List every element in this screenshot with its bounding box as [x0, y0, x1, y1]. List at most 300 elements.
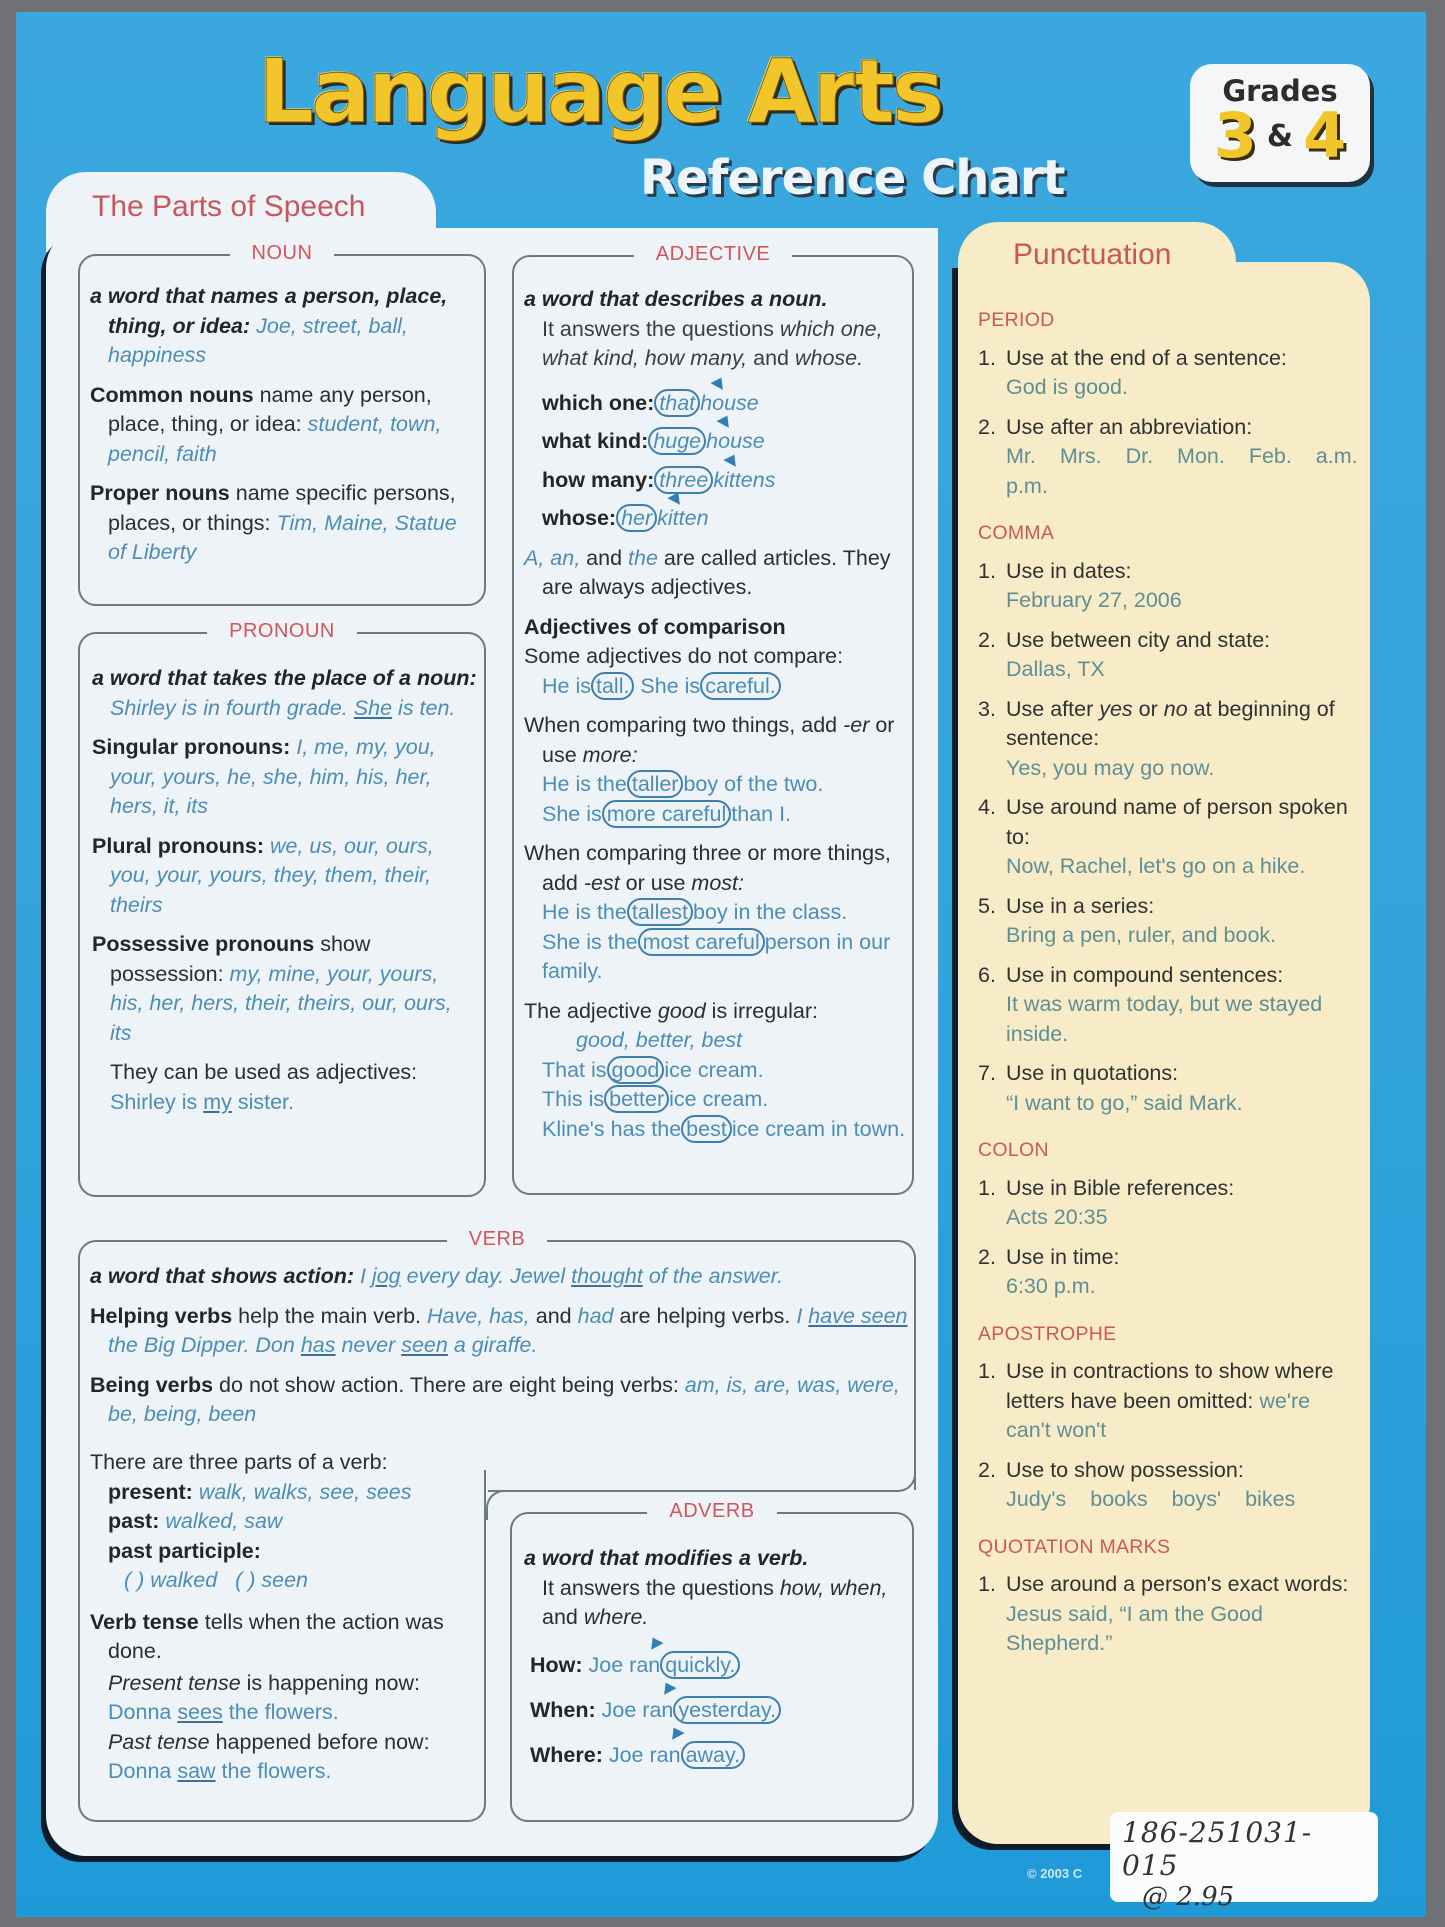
text-segment: She is: [542, 801, 602, 826]
circled-word: careful.: [700, 672, 781, 700]
verb-parts-intro: There are three parts of a verb:: [90, 1450, 388, 1474]
text-segment: Use after an abbreviation:: [1006, 414, 1253, 439]
text-segment: a word that names a person, place, thing, or idea:: [90, 284, 448, 338]
sticker-sku: 186-251031-015: [1122, 1816, 1313, 1882]
singular-pronouns: [92, 733, 477, 822]
punctuation-rule: [978, 1174, 1358, 1233]
text-segment: Use in a series:: [1006, 893, 1155, 918]
text-segment: person in our family.: [542, 929, 891, 983]
adverb-example-row: [530, 1733, 909, 1778]
verb-content-wide: [90, 1262, 910, 1440]
punctuation-heading-comma: COMMA: [978, 522, 1055, 544]
verb-content-narrow: [90, 1448, 480, 1787]
text-segment: When comparing two things, add: [524, 713, 844, 737]
rule-number: 1.: [978, 345, 996, 370]
copyright-text: © 2003 C: [1027, 1866, 1083, 1881]
text-segment: my: [203, 1089, 232, 1114]
text-segment: are called articles. They are always adjectives.: [542, 545, 891, 599]
rule-text: [1006, 626, 1358, 656]
verb-part-examples: walked, saw: [159, 1509, 283, 1533]
rule-example: Jesus said, “I am the Good Shepherd.”: [1006, 1601, 1263, 1655]
text-segment: sister.: [231, 1089, 295, 1114]
text-segment: and: [747, 346, 795, 370]
punctuation-rule: [978, 557, 1358, 616]
example-question: which one:: [542, 390, 655, 415]
example-question: whose:: [542, 506, 617, 530]
example-question: How:: [530, 1652, 589, 1677]
rule-example: 6:30 p.m.: [1006, 1274, 1096, 1298]
punctuation-heading-colon: COLON: [978, 1139, 1049, 1161]
text-segment: boy of the two.: [683, 772, 824, 796]
verb-part-row: [108, 1478, 480, 1508]
text-segment: of the answer.: [642, 1264, 784, 1288]
text-segment: ice cream.: [664, 1057, 764, 1082]
circled-word: good: [607, 1056, 665, 1084]
present-tense-example: [90, 1698, 480, 1728]
comparison-rule: [524, 997, 909, 1027]
punctuation-rule: [978, 413, 1358, 502]
circled-word: more careful: [602, 800, 732, 828]
rule-text: [1006, 1243, 1358, 1273]
rule-body: [1006, 413, 1358, 502]
text-segment: Use in contractions to show where letters have been omitted:: [1006, 1359, 1334, 1413]
chart-subtitle: Reference Chart: [640, 150, 1065, 206]
text-segment: ice cream.: [669, 1087, 769, 1111]
rule-text: [1006, 557, 1358, 587]
punctuation-rule: [978, 793, 1358, 882]
text-segment: Singular pronouns:: [92, 735, 291, 759]
text-segment: Being verbs: [90, 1372, 214, 1397]
text-segment: yes: [1099, 696, 1133, 721]
example-question: Where:: [530, 1742, 609, 1767]
rule-text: [1006, 695, 1358, 754]
text-segment: It answers the questions: [542, 1575, 780, 1600]
rule-number: 2.: [978, 414, 996, 439]
text-segment: saw: [177, 1759, 216, 1783]
comparison-example: [524, 1085, 909, 1115]
proper-nouns: [90, 479, 480, 568]
rule-example: Bring a pen, ruler, and book.: [1006, 923, 1277, 947]
circled-word: better: [604, 1085, 669, 1113]
text-segment: When comparing three or more things, add: [524, 841, 891, 895]
text-segment: Verb tense: [90, 1609, 199, 1634]
comparison-block: [524, 711, 909, 829]
text-segment: Kline's has the: [542, 1116, 682, 1141]
adjective-articles: [524, 544, 909, 603]
rule-text: [1006, 344, 1358, 374]
text-segment: It answers the questions: [542, 316, 780, 341]
text-segment: happened before now:: [209, 1729, 430, 1754]
text-segment: Use around a person's exact words:: [1006, 1572, 1349, 1596]
possessive-pronouns: [92, 930, 477, 1048]
pronoun-content: [92, 664, 477, 1127]
circled-word: yesterday.: [673, 1696, 781, 1724]
rule-example: God is good.: [1006, 375, 1128, 399]
rule-text: [1006, 1357, 1358, 1446]
present-tense: [90, 1669, 480, 1699]
text-segment: jog: [371, 1264, 401, 1288]
punctuation-rule: [978, 344, 1358, 403]
comparison-example: [524, 800, 909, 830]
text-segment: He is: [542, 673, 591, 698]
text-segment: than I.: [731, 801, 792, 826]
text-segment: where.: [583, 1605, 649, 1629]
circled-word: huge: [648, 427, 706, 455]
text-segment: is ten.: [392, 695, 456, 720]
circled-word: tallest: [627, 898, 693, 926]
comparison-rule: [524, 642, 909, 672]
punctuation-rule: [978, 1059, 1358, 1118]
text-segment: Use in quotations:: [1006, 1061, 1179, 1085]
adjective-comparison-list: [524, 642, 909, 1144]
circled-word: that: [654, 389, 700, 417]
text-segment: ice cream in town.: [731, 1116, 906, 1141]
text-segment: and: [580, 545, 629, 570]
text-segment: He is the: [542, 772, 627, 796]
verb-part-label: past participle:: [108, 1538, 261, 1563]
verb-definition: [90, 1262, 910, 1292]
rule-example: Yes, you may go now.: [1006, 755, 1215, 780]
verb-part-row: [108, 1537, 480, 1567]
rule-example: It was warm today, but we stayed inside.: [1006, 992, 1323, 1046]
example-question: When:: [530, 1697, 602, 1722]
rule-body: [1006, 1570, 1358, 1659]
adjective-heading: ADJECTIVE: [634, 243, 793, 265]
text-segment: Use around name of person spoken to:: [1006, 795, 1348, 849]
grade-ampersand: &: [1266, 118, 1294, 154]
rule-number: 1.: [978, 1175, 996, 1200]
punctuation-rule: [978, 1357, 1358, 1446]
described-noun: kittens: [713, 467, 776, 492]
example-sentence: Joe ran: [608, 1742, 681, 1767]
text-segment: Use in dates:: [1006, 558, 1132, 583]
rule-example: Mr. Mrs. Dr. Mon. Feb. a.m. p.m.: [1006, 444, 1358, 498]
comparison-example: [524, 672, 909, 702]
example-sentence: Joe ran: [588, 1652, 661, 1677]
past-tense: [90, 1728, 480, 1758]
text-segment: Joe, street, ball, happiness: [108, 313, 408, 367]
circled-word: three: [654, 466, 713, 494]
described-noun: house: [700, 390, 759, 415]
circled-word: her: [616, 504, 657, 532]
described-noun: kitten: [657, 506, 709, 530]
rule-number: 1.: [978, 558, 996, 583]
adjective-questions: [524, 315, 909, 374]
text-segment: a word that shows action:: [90, 1264, 354, 1288]
text-segment: had: [577, 1303, 614, 1328]
verb-tense: [90, 1608, 480, 1667]
grade-to: 4: [1303, 99, 1347, 172]
adverb-content: [524, 1544, 909, 1778]
rule-text: [1006, 961, 1358, 991]
text-segment: tells when the action was done.: [108, 1609, 444, 1663]
rule-number: 2.: [978, 1244, 996, 1269]
adjective-content: [524, 285, 909, 1154]
rule-body: [1006, 1357, 1358, 1446]
rule-number: 2.: [978, 627, 996, 652]
text-segment: Use in Bible references:: [1006, 1175, 1235, 1200]
possessive-as-adjectives: [92, 1058, 477, 1117]
adverb-questions: [524, 1574, 909, 1633]
example-sentence: Joe ran: [601, 1697, 674, 1722]
rule-number: 7.: [978, 1061, 996, 1085]
text-segment: Past tense: [108, 1729, 210, 1754]
comparison-example: [524, 928, 909, 987]
comparison-example: [524, 1115, 909, 1145]
text-segment: Use at the end of a sentence:: [1006, 345, 1287, 370]
comparison-rule: [524, 711, 909, 770]
price-sticker: [1110, 1812, 1378, 1912]
punctuation-title: Punctuation: [1013, 238, 1172, 271]
text-segment: She is: [634, 673, 701, 698]
punctuation-heading-apostrophe: APOSTROPHE: [978, 1322, 1117, 1345]
text-segment: boy in the class.: [693, 900, 848, 924]
pronoun-heading: PRONOUN: [207, 620, 357, 642]
text-segment: She: [353, 695, 393, 720]
rule-body: [1006, 695, 1358, 784]
text-segment: Have, has,: [427, 1303, 530, 1328]
grade-from: 3: [1213, 99, 1257, 172]
text-segment: -est: [583, 870, 620, 895]
verb-part-examples: walk, walks, see, sees: [192, 1479, 412, 1504]
text-segment: help the main verb.: [232, 1303, 427, 1328]
verb-heading: VERB: [447, 1228, 547, 1250]
rule-number: 5.: [978, 893, 996, 918]
text-segment: is irregular:: [705, 998, 819, 1023]
plural-pronouns: [92, 832, 477, 921]
punctuation-heading-period: PERIOD: [978, 309, 1055, 331]
adjective-example-row: [542, 499, 909, 538]
text-segment: which one, what kind, how many,: [542, 316, 883, 370]
rule-body: [1006, 961, 1358, 1050]
rule-example: “I want to go,” said Mark.: [1006, 1090, 1243, 1115]
rule-example: Judy's books boys' bikes: [1006, 1487, 1296, 1511]
adjective-example-row: [542, 461, 909, 500]
text-segment: every day. Jewel: [400, 1264, 572, 1288]
text-segment: Proper nouns: [90, 481, 230, 505]
punctuation-heading-quotation-marks: QUOTATION MARKS: [978, 1535, 1171, 1558]
rule-example: Dallas, TX: [1006, 657, 1105, 681]
adjective-definition: [524, 285, 909, 315]
circled-word: taller: [627, 770, 684, 798]
text-segment: a word that describes a noun.: [524, 287, 828, 311]
rule-example: Now, Rachel, let's go on a hike.: [1006, 854, 1306, 878]
rule-number: 1.: [978, 1572, 996, 1596]
punctuation-rule: [978, 1243, 1358, 1302]
text-segment: is happening now:: [240, 1670, 420, 1695]
adverb-example-row: [530, 1643, 909, 1688]
text-segment: or use: [542, 713, 895, 767]
helping-verbs: [90, 1302, 910, 1361]
grades-label: Grades: [1222, 74, 1338, 108]
past-tense-example: [90, 1757, 480, 1787]
text-segment: the flowers.: [222, 1700, 339, 1724]
text-segment: and: [542, 1605, 584, 1629]
rule-number: 4.: [978, 795, 996, 819]
circled-word: tall.: [591, 672, 634, 700]
text-segment: Present tense: [108, 1670, 241, 1695]
rule-text: [1006, 1456, 1358, 1486]
text-segment: show possession:: [110, 932, 371, 986]
text-segment: thought: [571, 1264, 643, 1288]
rule-body: [1006, 344, 1358, 403]
text-segment: most:: [691, 870, 744, 895]
text-segment: I: [796, 1303, 809, 1328]
rule-example: February 27, 2006: [1006, 588, 1182, 612]
past-participle-examples: ( ) walked ( ) seen: [124, 1568, 308, 1592]
parts-of-speech-title: The Parts of Speech: [92, 190, 366, 223]
text-segment: Tim, Maine, Statue of Liberty: [108, 510, 457, 564]
rule-number: 3.: [978, 696, 996, 721]
text-segment: A, an,: [524, 545, 581, 570]
text-segment: Plural pronouns:: [92, 833, 264, 858]
example-question: how many:: [542, 467, 655, 492]
punctuation-content: [978, 306, 1358, 1669]
comparison-example: [524, 1056, 909, 1086]
text-segment: never: [335, 1333, 402, 1357]
text-segment: Use between city and state:: [1006, 627, 1271, 652]
text-segment: Use to show possession:: [1006, 1457, 1244, 1482]
text-segment: Some adjectives do not compare:: [524, 644, 844, 668]
text-segment: has: [300, 1333, 336, 1357]
circled-word: most careful: [638, 928, 765, 956]
sticker-price: @ 2.95: [1142, 1882, 1235, 1912]
text-segment: Shirley is: [110, 1089, 204, 1114]
described-noun: house: [706, 429, 765, 453]
text-segment: I: [354, 1264, 372, 1288]
pronoun-definition: [92, 664, 477, 723]
example-question: what kind:: [542, 429, 649, 453]
text-segment: student, town, pencil, faith: [108, 412, 442, 466]
text-segment: a giraffe.: [447, 1333, 538, 1357]
noun-content: [90, 282, 480, 578]
text-segment: the Big Dipper. Don: [108, 1333, 301, 1357]
adverb-examples: [524, 1643, 909, 1778]
punctuation-rule: [978, 1570, 1358, 1659]
text-segment: Possessive pronouns: [92, 932, 315, 956]
text-segment: Use in time:: [1006, 1244, 1120, 1269]
adjectives-comparison-title: Adjectives of comparison: [524, 614, 786, 639]
text-segment: good: [657, 998, 706, 1023]
text-segment: are helping verbs.: [613, 1303, 797, 1328]
text-segment: seen: [401, 1333, 448, 1357]
verb-part-label: present:: [108, 1479, 193, 1504]
text-segment: Use in compound sentences:: [1006, 962, 1284, 987]
text-segment: the flowers.: [215, 1759, 332, 1783]
punctuation-rule: [978, 695, 1358, 784]
rule-body: [1006, 892, 1358, 951]
chart-title: Language Arts: [258, 40, 942, 143]
text-segment: Donna: [108, 1700, 178, 1724]
text-segment: a word that modifies a verb.: [524, 1546, 809, 1570]
text-segment: This is: [542, 1087, 605, 1111]
text-segment: and: [529, 1303, 578, 1328]
rule-text: [1006, 413, 1358, 443]
rule-example: Acts 20:35: [1006, 1205, 1108, 1229]
punctuation-rule: [978, 961, 1358, 1050]
circled-word: quickly.: [660, 1651, 740, 1679]
rule-text: [1006, 793, 1358, 852]
verb-part-row: [108, 1507, 480, 1537]
punctuation-rule: [978, 1456, 1358, 1515]
circled-word: away.: [681, 1741, 746, 1769]
adverb-definition: [524, 1544, 909, 1574]
comparison-rule: [524, 839, 909, 898]
rule-body: [1006, 626, 1358, 685]
text-segment: whose.: [794, 346, 864, 370]
rule-body: [1006, 1059, 1358, 1118]
text-segment: do not show action. There are eight being verbs:: [213, 1372, 685, 1397]
text-segment: have seen: [808, 1303, 908, 1328]
grades-badge: [1190, 64, 1370, 182]
text-segment: Donna: [108, 1759, 178, 1783]
text-segment: we, us, our, ours, you, your, yours, they, them, their, theirs: [110, 833, 434, 917]
text-segment: a word that takes the place of a noun:: [92, 666, 477, 690]
text-segment: name any person, place, thing, or idea:: [108, 382, 432, 436]
text-segment: how, when,: [779, 1575, 888, 1600]
rule-body: [1006, 1456, 1358, 1515]
text-segment: He is the: [542, 900, 627, 924]
text-segment: the: [628, 545, 658, 570]
text-segment: am, is, are, was, were, be, being, been: [108, 1372, 900, 1426]
text-segment: That is: [542, 1057, 607, 1082]
comparison-example: [524, 770, 909, 800]
rule-number: 6.: [978, 962, 996, 987]
rule-number: 2.: [978, 1457, 996, 1482]
being-verbs: [90, 1371, 910, 1430]
text-segment: -er: [843, 713, 870, 737]
text-segment: or use: [619, 870, 692, 895]
text-segment: at beginning of sentence:: [1006, 696, 1335, 750]
text-segment: no: [1163, 696, 1188, 721]
rule-body: [1006, 1174, 1358, 1233]
rule-body: [1006, 557, 1358, 616]
text-segment: They can be used as adjectives:: [110, 1060, 418, 1084]
text-segment: Helping verbs: [90, 1303, 233, 1328]
text-segment: I, me, my, you, your, yours, he, she, him, his, her, hers, it, its: [110, 735, 436, 818]
rule-body: [1006, 793, 1358, 882]
rule-text: [1006, 1174, 1358, 1204]
text-segment: sees: [177, 1700, 223, 1724]
common-nouns: [90, 381, 480, 470]
comparison-block: [524, 839, 909, 987]
punctuation-rule: [978, 892, 1358, 951]
adverb-heading: ADVERB: [647, 1500, 776, 1522]
text-segment: Use after: [1006, 696, 1100, 721]
verb-part-label: past:: [108, 1509, 160, 1533]
comparison-example: [524, 898, 909, 928]
comparison-forms: good, better, best: [576, 1028, 743, 1052]
adverb-example-row: [530, 1688, 909, 1733]
punctuation-rule: [978, 626, 1358, 685]
text-segment: She is the: [542, 929, 638, 954]
text-segment: name specific persons, places, or things:: [108, 481, 456, 535]
comparison-block: [524, 642, 909, 701]
text-segment: or: [1132, 696, 1164, 721]
adjective-examples: [524, 384, 909, 538]
text-segment: Common nouns: [90, 382, 254, 407]
text-segment: Shirley is in fourth grade.: [110, 695, 354, 720]
rule-text: [1006, 892, 1358, 922]
verb-section-right-notch: [488, 1458, 916, 1492]
noun-definition: [90, 282, 480, 371]
noun-heading: NOUN: [230, 242, 335, 264]
rule-text: [1006, 1059, 1358, 1089]
verb-parts-list: [90, 1478, 480, 1567]
rule-number: 1.: [978, 1359, 996, 1383]
rule-body: [1006, 1243, 1358, 1302]
circled-word: best: [681, 1115, 732, 1143]
